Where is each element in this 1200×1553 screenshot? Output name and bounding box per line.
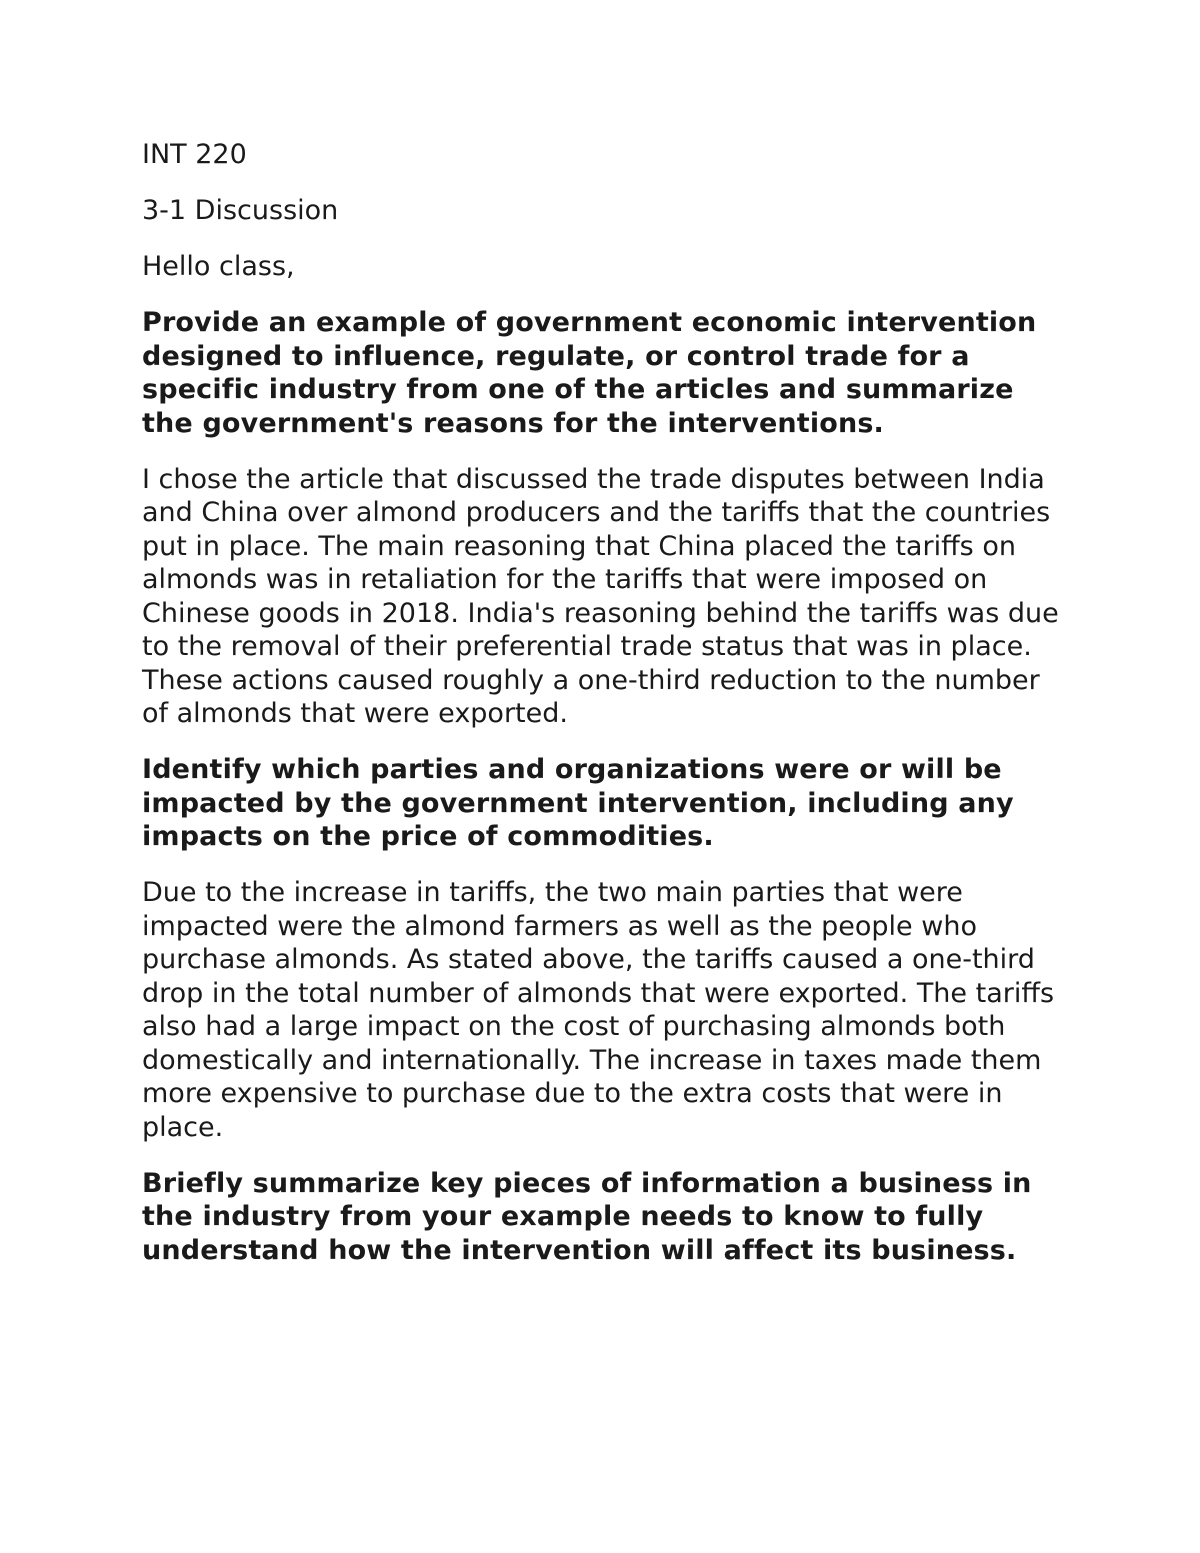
course-code: INT 220 (142, 139, 247, 170)
document-body (142, 138, 1072, 1290)
greeting: Hello class, (142, 251, 295, 282)
assignment-title: 3-1 Discussion (142, 195, 339, 226)
answer-2: Due to the increase in tariffs, the two main parties that were impacted were the almond farmers as well as the people who purchase almonds. As stated above, the tariffs caused a one-third drop in the total number of almonds that were exported. The tariffs also had a large impact on the cost of purchasing almonds both domestically and internationally. The increase in taxes made them more expensive to purchase due to the extra costs that were in place. (142, 877, 1055, 1143)
answer-1: I chose the article that discussed the trade disputes between India and China over almond producers and the tariffs that the countries put in place. The main reasoning that China placed the tariffs on almonds was in retaliation for the tariffs that were imposed on Chinese goods in 2018. India's reasoning behind the tariffs was due to the removal of their preferential trade status that was in place. These actions caused roughly a one-third reduction to the number of almonds that were exported. (142, 463, 1059, 729)
question-2: Identify which parties and organizations were or will be impacted by the government intervention, including any impacts on the price of commodities. (142, 754, 1014, 852)
question-1: Provide an example of government economic intervention designed to influence, regulate, or control trade for a specific industry from one of the articles and summarize the government's reasons for the interventions. (142, 307, 1037, 439)
question-3: Briefly summarize key pieces of information a business in the industry from your example needs to know to fully understand how the intervention will affect its business. (142, 1167, 1032, 1266)
